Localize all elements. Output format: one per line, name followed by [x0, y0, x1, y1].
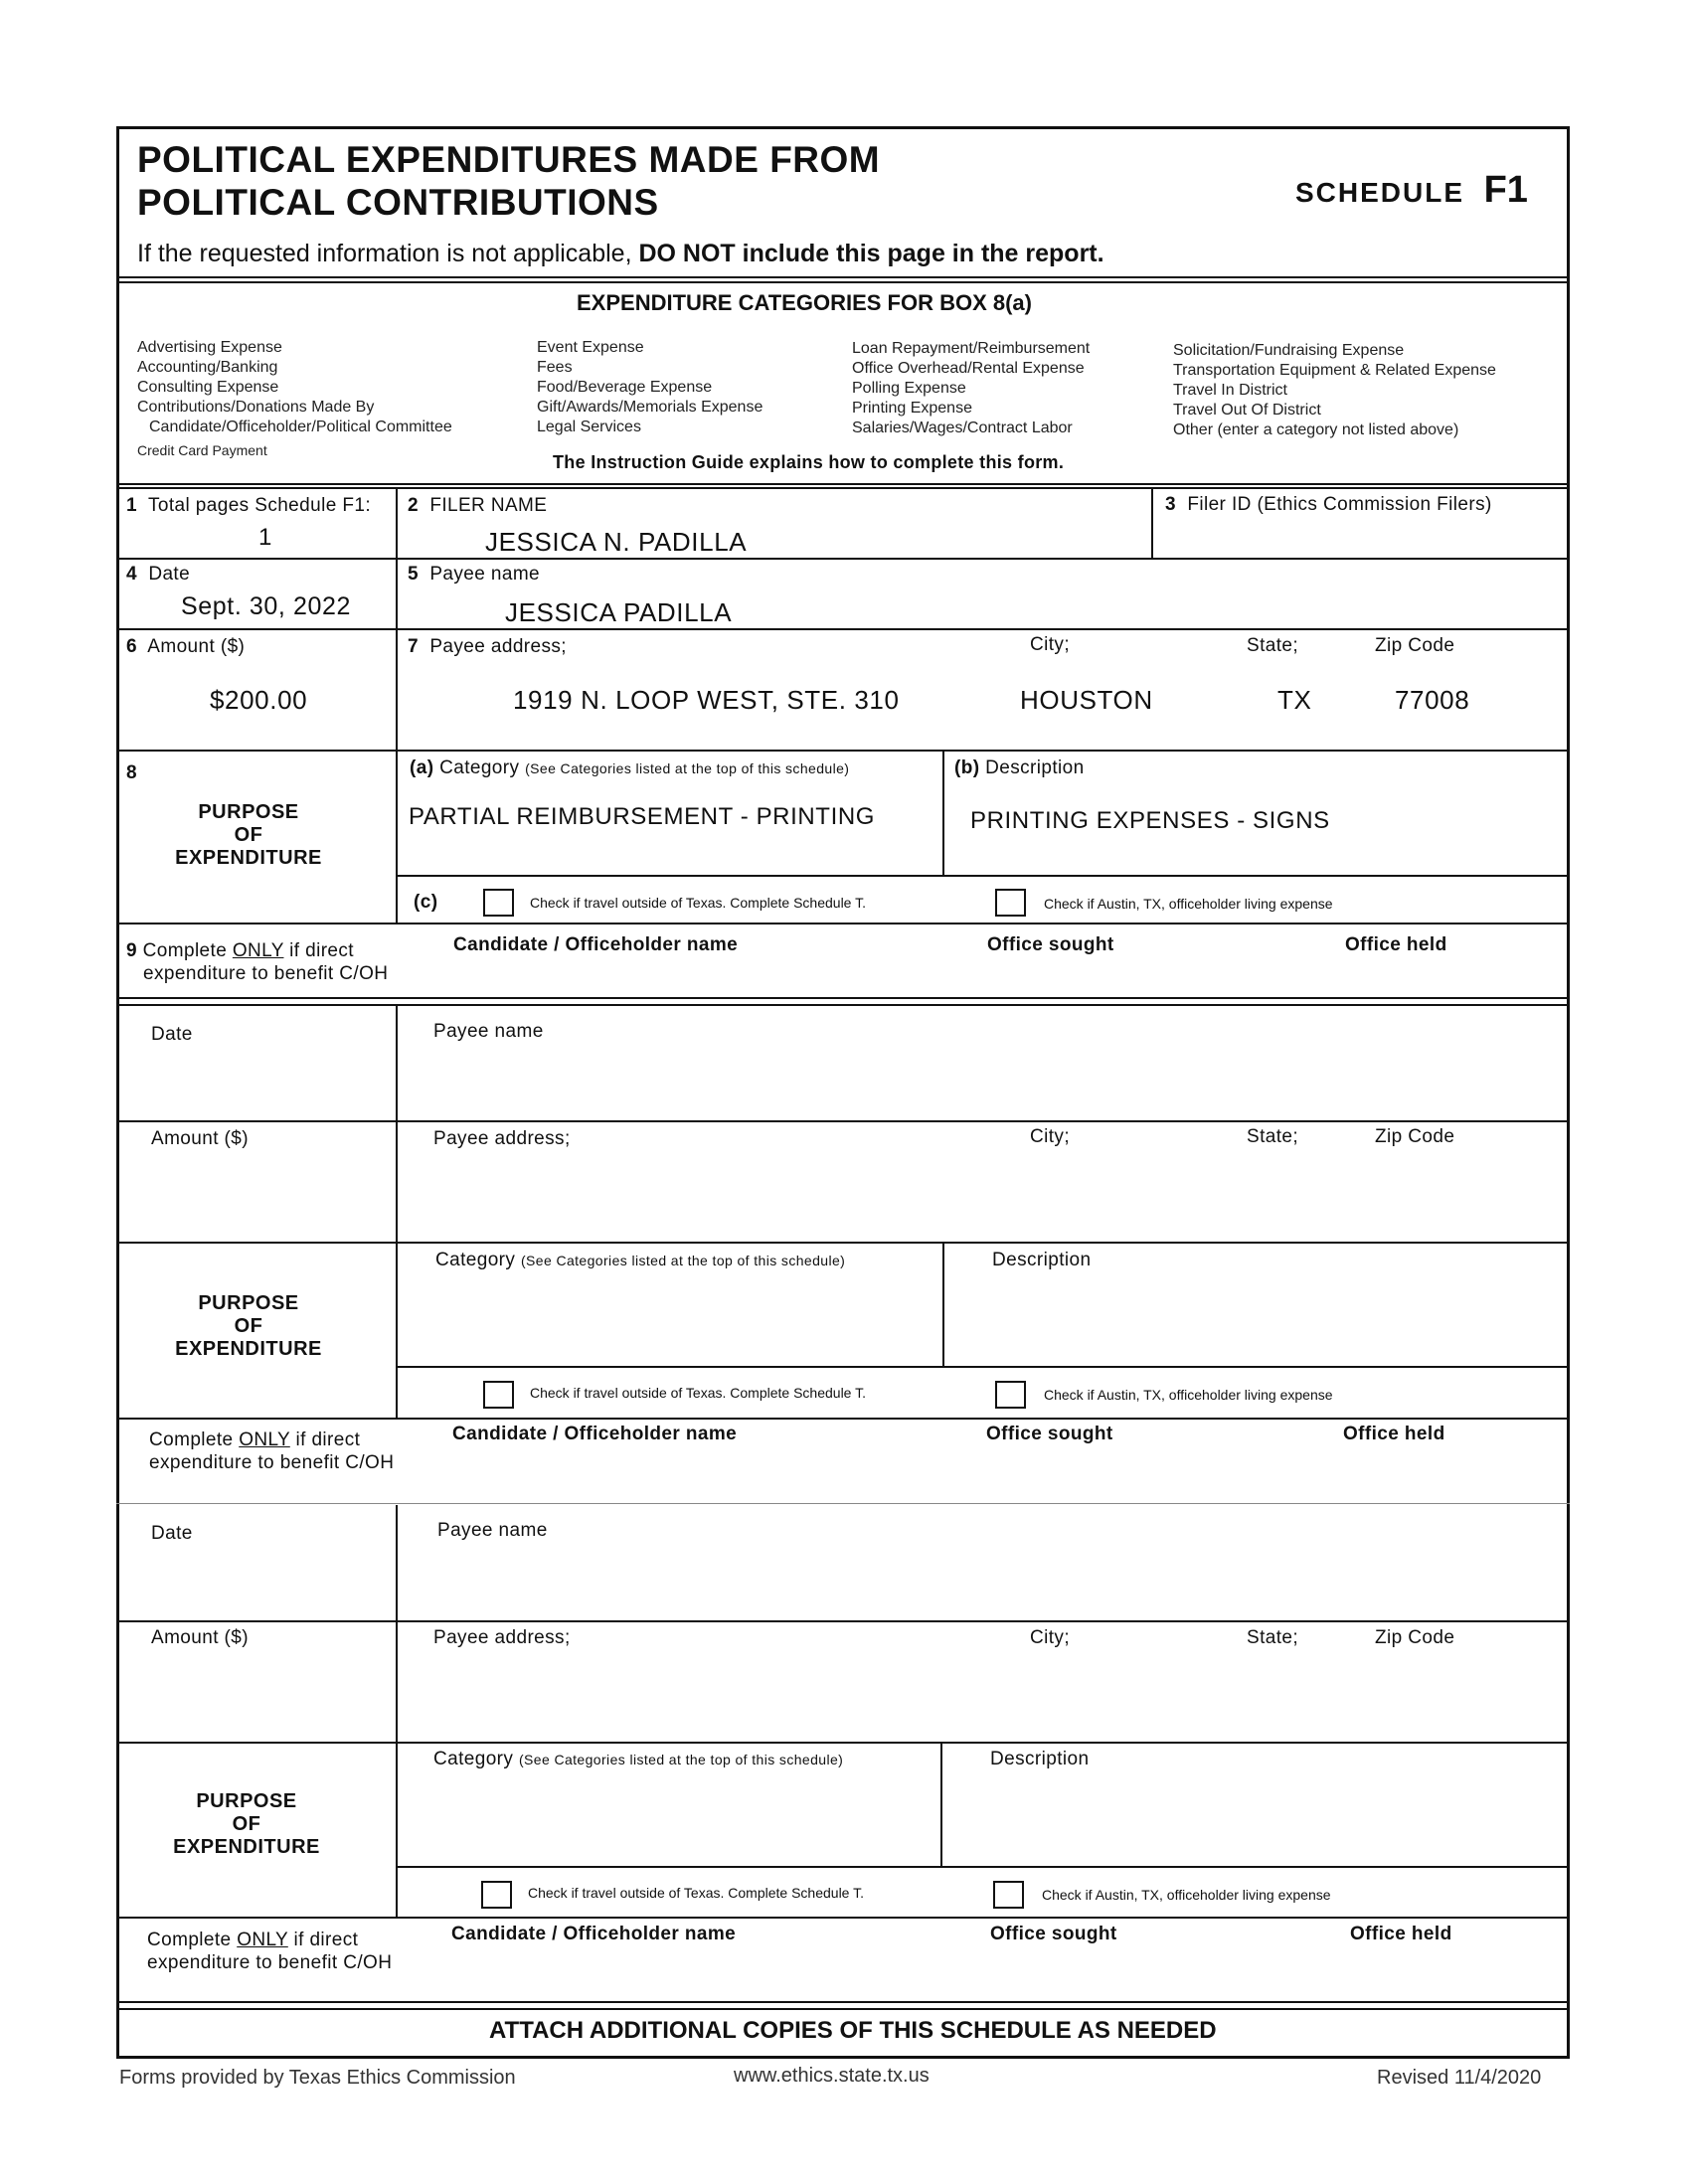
category-column-3 [852, 339, 1090, 438]
date-label: 4 Date [126, 564, 191, 585]
candidate-name-label: Candidate / Officeholder name [452, 1424, 738, 1444]
category-column-1 [137, 338, 452, 460]
category-item: Travel In District [1173, 382, 1287, 399]
office-sought-label: Office sought [987, 934, 1114, 955]
description-value: PRINTING EXPENSES - SIGNS [970, 807, 1330, 834]
purpose-heading: PURPOSE OF EXPENDITURE [173, 1790, 320, 1858]
category-item: Candidate/Officeholder/Political Committee [149, 419, 452, 435]
instruction-guide-note: The Instruction Guide explains how to complete this form. [553, 452, 1065, 472]
office-held-label: Office held [1350, 1924, 1452, 1944]
purpose-heading: PURPOSE OF EXPENDITURE [175, 1292, 322, 1360]
zip-label: Zip Code [1375, 635, 1455, 656]
category-item: Accounting/Banking [137, 359, 278, 376]
payee-address-label: Payee address; [433, 1627, 571, 1648]
travel-checkbox[interactable] [481, 1881, 512, 1909]
category-item: Credit Card Payment [137, 442, 267, 458]
payee-address-label: 7 Payee address; [408, 636, 567, 657]
travel-check-label: Check if travel outside of Texas. Complete Schedule T. [530, 895, 866, 911]
category-item: Loan Repayment/Reimbursement [852, 340, 1091, 357]
purpose-number: 8 [126, 762, 137, 783]
category-label: (a) Category (See Categories listed at the top of this schedule) [410, 757, 850, 778]
travel-check-label: Check if travel outside of Texas. Complete Schedule T. [530, 1385, 866, 1401]
total-pages-value: 1 [258, 524, 272, 551]
footer-revised: Revised 11/4/2020 [1377, 2067, 1542, 2089]
austin-checkbox[interactable] [995, 889, 1026, 917]
category-item: Food/Beverage Expense [537, 379, 713, 396]
description-label: Description [992, 1250, 1092, 1270]
schedule-label [1295, 169, 1528, 212]
category-item: Legal Services [537, 419, 641, 435]
filer-id-label: 3 Filer ID (Ethics Commission Filers) [1165, 494, 1492, 515]
city-label: City; [1030, 1126, 1070, 1147]
payee-name-value: JESSICA PADILLA [505, 597, 733, 627]
payee-name-label: Payee name [433, 1021, 544, 1042]
category-column-2 [537, 338, 763, 437]
category-item: Fees [537, 359, 573, 376]
footer-provider: Forms provided by Texas Ethics Commission [119, 2067, 516, 2089]
category-item: Solicitation/Fundraising Expense [1173, 342, 1405, 359]
office-held-label: Office held [1345, 934, 1447, 955]
payee-address-label: Payee address; [433, 1128, 571, 1149]
austin-check-label: Check if Austin, TX, officeholder living expense [1042, 1887, 1331, 1903]
city-label: City; [1030, 634, 1070, 655]
date-label: Date [151, 1523, 193, 1544]
attach-copies-note: ATTACH ADDITIONAL COPIES OF THIS SCHEDULE AS NEEDED [489, 2017, 1217, 2044]
category-item: Contributions/Donations Made By [137, 399, 375, 416]
category-item: Printing Expense [852, 400, 972, 417]
zip-label: Zip Code [1375, 1126, 1455, 1147]
complete-only-note: 9 Complete ONLY if direct expenditure to benefit C/OH [126, 940, 389, 984]
office-sought-label: Office sought [986, 1424, 1113, 1444]
complete-only-note: Complete ONLY if direct expenditure to benefit C/OH [149, 1429, 395, 1473]
city-label: City; [1030, 1627, 1070, 1648]
payee-name-label: 5 Payee name [408, 564, 541, 585]
payee-name-label: Payee name [437, 1520, 548, 1541]
austin-checkbox[interactable] [995, 1381, 1026, 1409]
office-sought-label: Office sought [990, 1924, 1117, 1944]
form-title-line1: POLITICAL EXPENDITURES MADE FROM [137, 139, 881, 180]
filer-name-label: 2 FILER NAME [408, 495, 548, 516]
c-label: (c) [414, 892, 438, 913]
category-item: Consulting Expense [137, 379, 279, 396]
zip-label: Zip Code [1375, 1627, 1455, 1648]
travel-check-label: Check if travel outside of Texas. Complete Schedule T. [528, 1885, 864, 1901]
state-label: State; [1247, 1126, 1299, 1147]
austin-check-label: Check if Austin, TX, officeholder living expense [1044, 896, 1333, 912]
complete-only-note: Complete ONLY if direct expenditure to benefit C/OH [147, 1930, 393, 1973]
category-item: Advertising Expense [137, 339, 282, 356]
schedule-word: SCHEDULE [1295, 177, 1465, 208]
description-label: (b) Description [954, 757, 1085, 778]
payee-state-value: TX [1277, 685, 1312, 715]
date-value: Sept. 30, 2022 [181, 592, 352, 620]
category-item: Other (enter a category not listed above) [1173, 421, 1459, 438]
form-title-line2: POLITICAL CONTRIBUTIONS [137, 182, 659, 223]
office-held-label: Office held [1343, 1424, 1445, 1444]
category-value: PARTIAL REIMBURSEMENT - PRINTING [409, 803, 876, 830]
payee-city-value: HOUSTON [1020, 685, 1153, 715]
category-item: Travel Out Of District [1173, 402, 1321, 419]
purpose-heading: PURPOSE OF EXPENDITURE [175, 801, 322, 869]
footer-website: www.ethics.state.tx.us [734, 2065, 930, 2087]
travel-checkbox[interactable] [483, 1381, 514, 1409]
payee-address-value: 1919 N. LOOP WEST, STE. 310 [513, 685, 900, 715]
instructions-note [137, 240, 1104, 268]
candidate-name-label: Candidate / Officeholder name [451, 1924, 737, 1944]
category-item: Polling Expense [852, 380, 966, 397]
category-column-4 [1173, 341, 1496, 440]
payee-zip-value: 77008 [1395, 685, 1470, 715]
schedule-code: F1 [1483, 169, 1528, 211]
categories-heading: EXPENDITURE CATEGORIES FOR BOX 8(a) [577, 290, 1032, 315]
state-label: State; [1247, 635, 1299, 656]
category-item: Office Overhead/Rental Expense [852, 360, 1085, 377]
total-pages-label: 1 Total pages Schedule F1: [126, 495, 372, 516]
amount-label: Amount ($) [151, 1128, 249, 1149]
category-label: Category (See Categories listed at the top of this schedule) [435, 1250, 846, 1270]
state-label: State; [1247, 1627, 1299, 1648]
filer-name-value: JESSICA N. PADILLA [485, 527, 748, 557]
date-label: Date [151, 1024, 193, 1045]
description-label: Description [990, 1749, 1090, 1769]
candidate-name-label: Candidate / Officeholder name [453, 934, 739, 955]
note-prefix: If the requested information is not applicable, [137, 240, 632, 267]
austin-checkbox[interactable] [993, 1881, 1024, 1909]
category-item: Transportation Equipment & Related Expense [1173, 362, 1496, 379]
amount-label: Amount ($) [151, 1627, 249, 1648]
travel-checkbox[interactable] [483, 889, 514, 917]
note-bold: DO NOT include this page in the report. [638, 240, 1104, 267]
category-item: Event Expense [537, 339, 644, 356]
category-label: Category (See Categories listed at the top of this schedule) [433, 1749, 844, 1769]
category-item: Gift/Awards/Memorials Expense [537, 399, 763, 416]
amount-label: 6 Amount ($) [126, 636, 246, 657]
austin-check-label: Check if Austin, TX, officeholder living expense [1044, 1387, 1333, 1403]
category-item: Salaries/Wages/Contract Labor [852, 420, 1073, 436]
amount-value: $200.00 [210, 685, 308, 715]
